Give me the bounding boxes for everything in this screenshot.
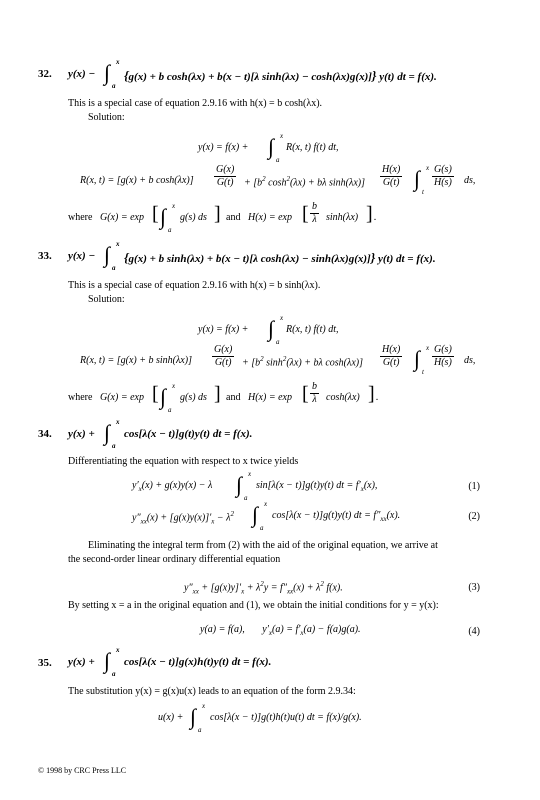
eq35-number: 35. <box>38 657 52 669</box>
eq34-text3: By setting x = a in the original equation and (1), we obtain the initial conditions for y = y(x): <box>68 600 439 611</box>
eq33-sol1: y(x) = f(x) + ∫ x a R(x, t) f(t) dt, <box>198 314 339 346</box>
eq34-text1: Differentiating the equation with respect to x twice yields <box>68 456 299 467</box>
eq34-e3: $y''_{xx} + [g(x)y]'_x + \lambda^2y = f''_{xx}(x) + \lambda^2$ f(x). <box>184 580 343 596</box>
eq34-e1-number: (1) <box>468 481 480 492</box>
eq35-text1: The substitution y(x) = g(x)u(x) leads to an equation of the form 2.9.34: <box>68 686 356 697</box>
eq34-number: 34. <box>38 428 52 440</box>
eq34-e4: y(a) = f(a), $y'_x(a) = f'_x(a) - f(a)g(a)$. <box>200 624 361 637</box>
eq33-solution: Solution: <box>88 294 125 305</box>
eq33-text1: This is a special case of equation 2.9.16 with h(x) = b sinh(λx). <box>68 280 321 291</box>
eq32-sol2: R(x, t) = [g(x) + b cosh(λx)] $\frac{G(x)}{G(t)}$ + [$b^2$ $\cosh^2(\lambda x) + b\lambda$ sinh(λx)] $\frac{H(x)}{G(t)}$ ∫ x t $\frac{G(s)}{H(s)}$ ds, <box>80 164 476 196</box>
eq35-e1: u(x) + ∫ x a cos[λ(x − t)]g(t)h(t)u(t) dt = f(x)/g(x). <box>158 702 362 734</box>
eq32-number: 32. <box>38 68 52 80</box>
eq34-e2: $y''_{xx}(x) + [g(x)y(x)]'_x - \lambda^2$ ∫ x a cos[λ(x − t)]g(t)y(t) dt = $f''_{xx}(x)$. <box>132 500 401 532</box>
eq34-e3-number: (3) <box>468 582 480 593</box>
eq34-head: y(x) + ∫ x a cos[λ(x − t)]g(t)y(t) dt = f(x). <box>68 418 253 450</box>
eq34-e1: $y'_x(x) + g(x)y(x) - \lambda$ ∫ x a sin[λ(x − t)]g(t)y(t) dt = $f'_x(x)$, <box>132 470 378 502</box>
eq32-head: y(x) − ∫ x a {g(x) + b cosh(λx) + b(x − t)[λ sinh(λx) − cosh(λx)g(x)]} y(t) dt = f(x). <box>68 58 437 90</box>
eq34-e2-number: (2) <box>468 511 480 522</box>
copyright-footer: © 1998 by CRC Press LLC <box>38 766 127 775</box>
eq32-where: where G(x) = exp [ ∫ x a g(s) ds ] and H(x) = exp [ $\frac{b}{\lambda}$ sinh(λx) ] . <box>68 201 377 234</box>
eq32-text1: This is a special case of equation 2.9.16 with h(x) = b cosh(λx). <box>68 98 323 109</box>
eq33-number: 33. <box>38 250 52 262</box>
eq33-head: y(x) − ∫ x a {g(x) + b sinh(λx) + b(x − t)[λ cosh(λx) − sinh(λx)g(x)]} y(t) dt = f(x). <box>68 240 436 272</box>
eq34-text2b: the second-order linear ordinary differential equation <box>68 554 281 565</box>
eq33-sol2: R(x, t) = [g(x) + b sinh(λx)] $\frac{G(x)}{G(t)}$ + [$b^2$ $\sinh^2(\lambda x) + b\lambda$ cosh(λx)] $\frac{H(x)}{G(t)}$ ∫ x t $\frac{G(s)}{H(s)}$ ds, <box>80 344 476 376</box>
eq34-text2a: Eliminating the integral term from (2) with the aid of the original equation, we arrive at <box>88 540 438 551</box>
eq32-solution: Solution: <box>88 112 125 123</box>
eq32-sol1: y(x) = f(x) + ∫ x a R(x, t) f(t) dt, <box>198 132 339 164</box>
eq34-e4-number: (4) <box>468 626 480 637</box>
eq35-head: y(x) + ∫ x a cos[λ(x − t)]g(x)h(t)y(t) dt = f(x). <box>68 646 272 678</box>
eq33-where: where G(x) = exp [ ∫ x a g(s) ds ] and H(x) = exp [ $\frac{b}{\lambda}$ cosh(λx) ] . <box>68 381 379 414</box>
